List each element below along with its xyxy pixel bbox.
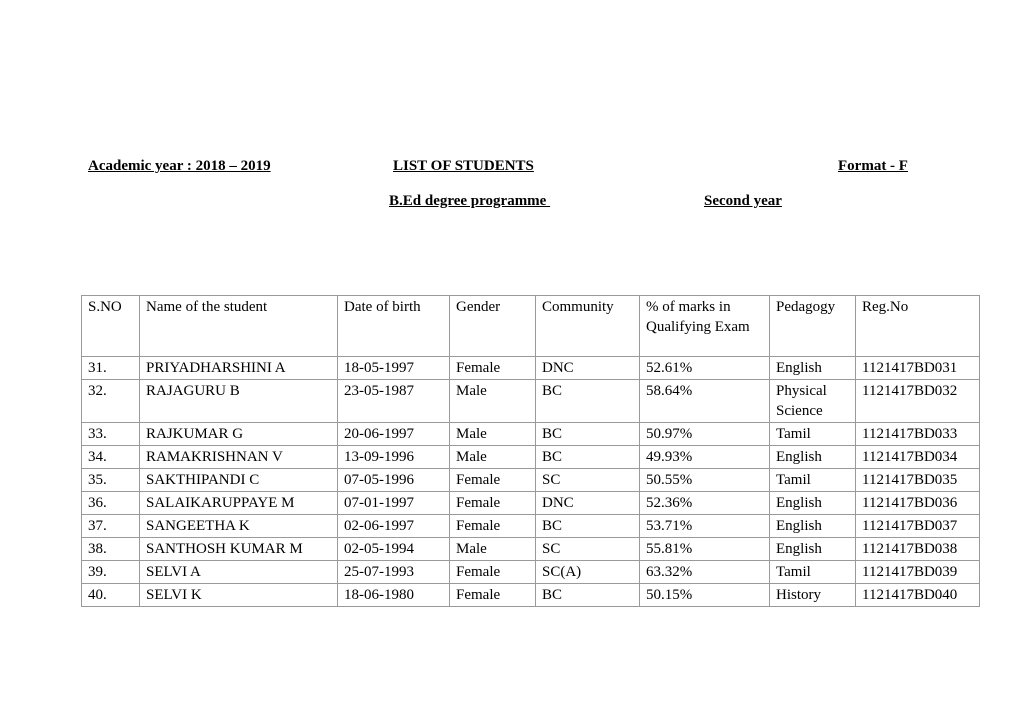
cell-sno: 36. — [82, 492, 140, 515]
cell-marks: 52.36% — [640, 492, 770, 515]
cell-community: DNC — [536, 492, 640, 515]
column-header-sno: S.NO — [82, 296, 140, 357]
cell-gender: Female — [450, 357, 536, 380]
cell-sno: 38. — [82, 538, 140, 561]
cell-sno: 35. — [82, 469, 140, 492]
column-header-gender: Gender — [450, 296, 536, 357]
table-row — [82, 469, 980, 492]
page-title: LIST OF STUDENTS — [393, 158, 534, 174]
cell-community: SC — [536, 538, 640, 561]
cell-marks: 50.97% — [640, 423, 770, 446]
table-header-row — [82, 296, 980, 357]
cell-marks: 58.64% — [640, 380, 770, 423]
cell-marks: 55.81% — [640, 538, 770, 561]
cell-gender: Female — [450, 469, 536, 492]
cell-community: BC — [536, 380, 640, 423]
cell-dob: 02-06-1997 — [338, 515, 450, 538]
table-row — [82, 561, 980, 584]
academic-year-heading: Academic year : 2018 – 2019 — [88, 158, 271, 174]
cell-marks: 50.55% — [640, 469, 770, 492]
cell-regno: 1121417BD039 — [856, 561, 980, 584]
cell-gender: Male — [450, 446, 536, 469]
cell-pedagogy: English — [770, 492, 856, 515]
cell-name: SANGEETHA K — [140, 515, 338, 538]
programme-heading: B.Ed degree programme — [389, 193, 551, 209]
cell-pedagogy: Tamil — [770, 469, 856, 492]
cell-sno: 31. — [82, 357, 140, 380]
cell-pedagogy: History — [770, 584, 856, 607]
cell-name: SANTHOSH KUMAR M — [140, 538, 338, 561]
cell-dob: 23-05-1987 — [338, 380, 450, 423]
table-row — [82, 538, 980, 561]
format-label: Format - F — [838, 158, 908, 174]
cell-sno: 34. — [82, 446, 140, 469]
cell-marks: 53.71% — [640, 515, 770, 538]
cell-marks: 49.93% — [640, 446, 770, 469]
cell-pedagogy: English — [770, 515, 856, 538]
cell-dob: 20-06-1997 — [338, 423, 450, 446]
cell-pedagogy: English — [770, 538, 856, 561]
cell-name: SALAIKARUPPAYE M — [140, 492, 338, 515]
table-row — [82, 380, 980, 423]
cell-name: SELVI K — [140, 584, 338, 607]
column-header-name: Name of the student — [140, 296, 338, 357]
students-table — [81, 295, 980, 607]
cell-regno: 1121417BD032 — [856, 380, 980, 423]
cell-dob: 02-05-1994 — [338, 538, 450, 561]
cell-community: BC — [536, 446, 640, 469]
cell-regno: 1121417BD035 — [856, 469, 980, 492]
table-row — [82, 515, 980, 538]
cell-gender: Female — [450, 561, 536, 584]
cell-regno: 1121417BD036 — [856, 492, 980, 515]
cell-name: RAJAGURU B — [140, 380, 338, 423]
cell-dob: 07-01-1997 — [338, 492, 450, 515]
cell-gender: Male — [450, 380, 536, 423]
cell-pedagogy: English — [770, 446, 856, 469]
column-header-regno: Reg.No — [856, 296, 980, 357]
cell-regno: 1121417BD034 — [856, 446, 980, 469]
cell-name: RAMAKRISHNAN V — [140, 446, 338, 469]
cell-gender: Female — [450, 515, 536, 538]
cell-sno: 39. — [82, 561, 140, 584]
cell-name: PRIYADHARSHINI A — [140, 357, 338, 380]
table-row — [82, 357, 980, 380]
cell-dob: 13-09-1996 — [338, 446, 450, 469]
cell-community: SC — [536, 469, 640, 492]
cell-community: DNC — [536, 357, 640, 380]
cell-gender: Male — [450, 423, 536, 446]
cell-regno: 1121417BD033 — [856, 423, 980, 446]
column-header-community: Community — [536, 296, 640, 357]
cell-name: SAKTHIPANDI C — [140, 469, 338, 492]
cell-regno: 1121417BD031 — [856, 357, 980, 380]
cell-regno: 1121417BD038 — [856, 538, 980, 561]
cell-dob: 25-07-1993 — [338, 561, 450, 584]
cell-sno: 37. — [82, 515, 140, 538]
cell-marks: 63.32% — [640, 561, 770, 584]
cell-name: RAJKUMAR G — [140, 423, 338, 446]
cell-community: BC — [536, 423, 640, 446]
cell-sno: 33. — [82, 423, 140, 446]
table-row — [82, 584, 980, 607]
cell-pedagogy: Tamil — [770, 561, 856, 584]
cell-marks: 50.15% — [640, 584, 770, 607]
year-heading: Second year — [704, 193, 782, 209]
table-row — [82, 492, 980, 515]
cell-dob: 18-05-1997 — [338, 357, 450, 380]
table-row — [82, 446, 980, 469]
cell-dob: 07-05-1996 — [338, 469, 450, 492]
cell-pedagogy: Tamil — [770, 423, 856, 446]
cell-regno: 1121417BD037 — [856, 515, 980, 538]
cell-pedagogy: Physical Science — [770, 380, 856, 423]
cell-community: BC — [536, 584, 640, 607]
cell-pedagogy: English — [770, 357, 856, 380]
column-header-pedagogy: Pedagogy — [770, 296, 856, 357]
cell-community: BC — [536, 515, 640, 538]
cell-sno: 40. — [82, 584, 140, 607]
cell-regno: 1121417BD040 — [856, 584, 980, 607]
table-row — [82, 423, 980, 446]
cell-gender: Male — [450, 538, 536, 561]
cell-gender: Female — [450, 584, 536, 607]
cell-gender: Female — [450, 492, 536, 515]
cell-name: SELVI A — [140, 561, 338, 584]
column-header-dob: Date of birth — [338, 296, 450, 357]
cell-marks: 52.61% — [640, 357, 770, 380]
cell-dob: 18-06-1980 — [338, 584, 450, 607]
column-header-marks: % of marks in Qualifying Exam — [640, 296, 770, 357]
cell-sno: 32. — [82, 380, 140, 423]
cell-community: SC(A) — [536, 561, 640, 584]
